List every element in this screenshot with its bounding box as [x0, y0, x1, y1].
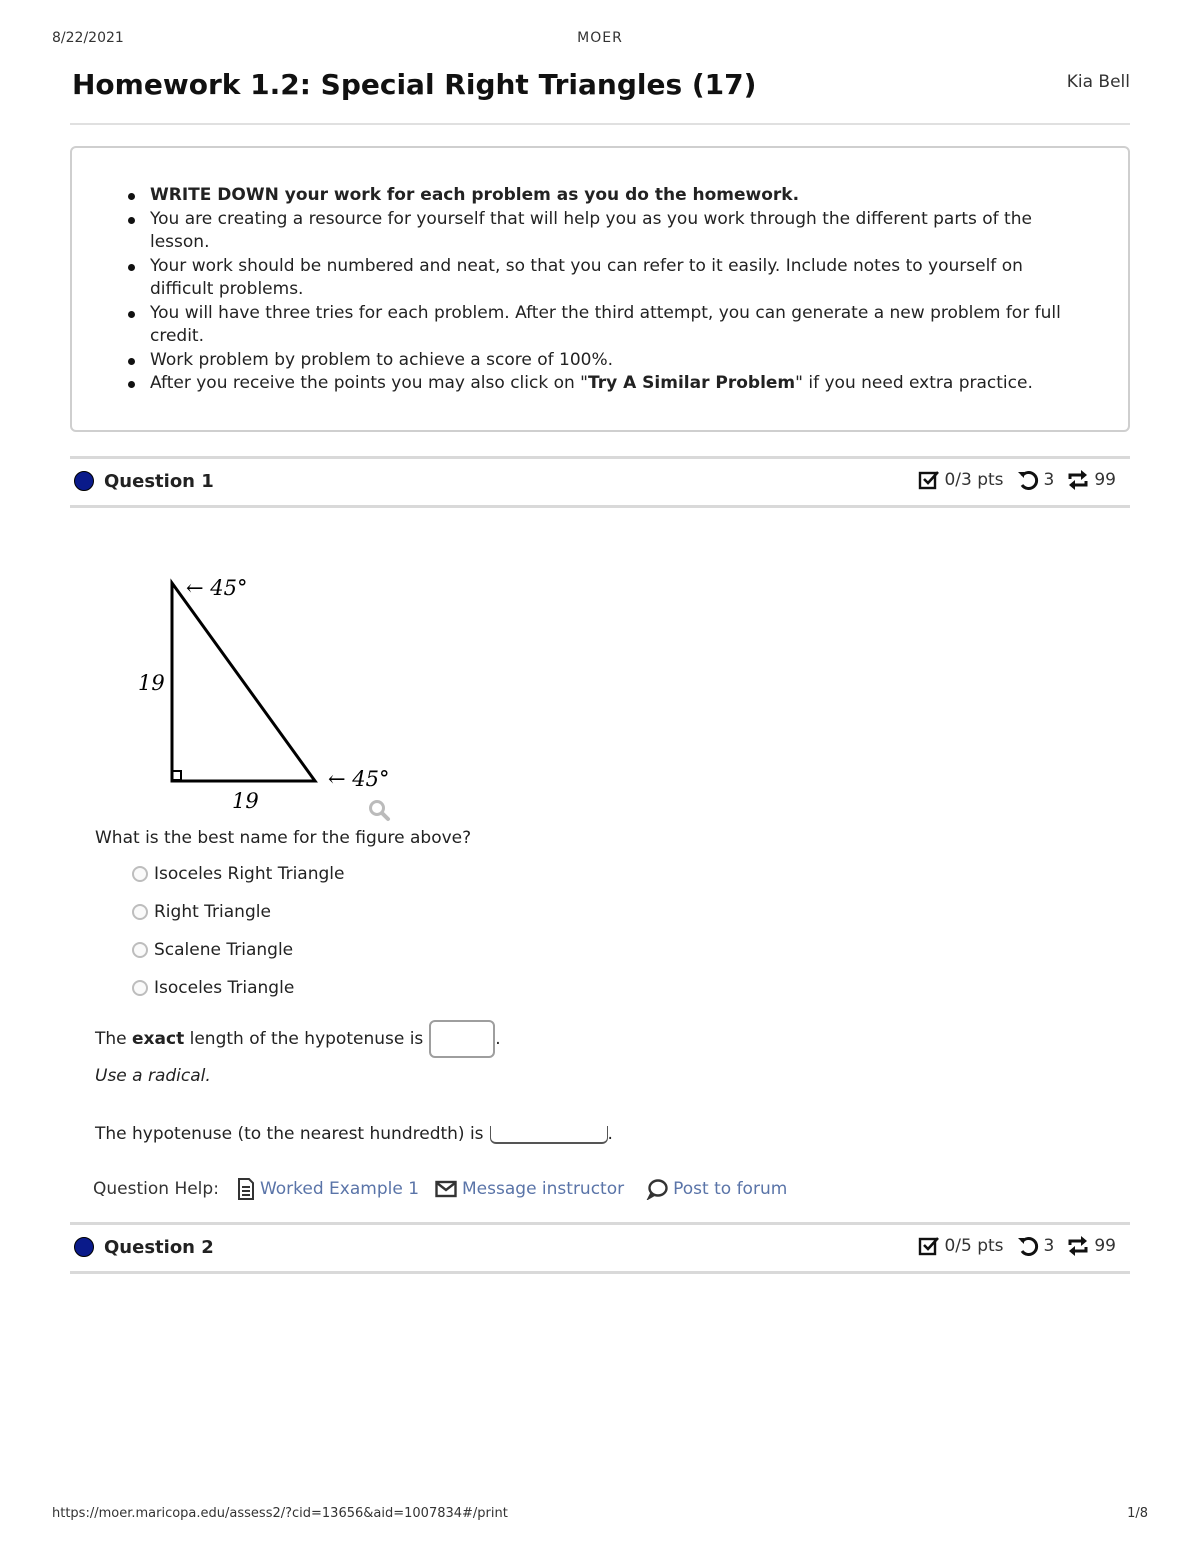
choice-scalene[interactable]: [132, 940, 293, 960]
instructions-box: [70, 146, 1130, 432]
question-2-header: [70, 1222, 1130, 1274]
retry-icon: [1066, 1235, 1090, 1257]
title-row: [70, 68, 1130, 125]
regen-value: 99: [1094, 1236, 1116, 1256]
bottom-angle-label: ← 45°: [328, 767, 390, 791]
exact-end: .: [495, 1029, 501, 1049]
question-meta: [918, 469, 1116, 491]
retry-icon: [1066, 469, 1090, 491]
rounded-text: The hypotenuse (to the nearest hundredth) is: [95, 1124, 484, 1144]
print-site-name: MOER: [577, 30, 623, 46]
instruction-bold: WRITE DOWN your work for each problem as you do the homework.: [150, 185, 800, 205]
triangle-shape: [172, 583, 315, 781]
message-instructor-label: Message instructor: [462, 1179, 625, 1199]
exact-answer-input[interactable]: [429, 1020, 495, 1058]
triangle-diagram: [130, 565, 410, 825]
instruction-item: You will have three tries for each problem. After the third attempt, you can generate a new problem for full credit.: [150, 302, 1090, 349]
print-header: [0, 30, 1200, 50]
left-side-label: 19: [138, 671, 165, 695]
undo-icon: [1016, 1235, 1040, 1257]
question-help-label: Question Help:: [93, 1179, 219, 1199]
instruction-item: Your work should be numbered and neat, so that you can refer to it easily. Include notes to yourself on difficult problems.: [150, 255, 1090, 302]
rounded-end: .: [607, 1124, 613, 1144]
instruction-item: [150, 184, 1090, 208]
checkbox-icon: [918, 1235, 940, 1257]
instruction-item: [150, 372, 1090, 396]
print-date: 8/22/2021: [52, 30, 124, 46]
rounded-line: [95, 1124, 613, 1144]
exact-post: length of the hypotenuse is: [184, 1029, 424, 1049]
exact-pre: The: [95, 1029, 133, 1049]
radical-hint: Use a radical.: [95, 1066, 211, 1086]
tries-value: 3: [1043, 470, 1055, 490]
question-prompt: What is the best name for the figure above?: [95, 828, 472, 848]
choice-right[interactable]: [132, 902, 271, 922]
points-value: 0/5 pts: [944, 1236, 1004, 1256]
checkbox-icon: [918, 469, 940, 491]
chat-bubble-icon: [646, 1178, 668, 1200]
tries-value: 3: [1043, 1236, 1055, 1256]
exact-bold: exact: [132, 1029, 185, 1049]
try-similar-label: Try A Similar Problem: [587, 373, 796, 393]
choice-isoceles[interactable]: [132, 978, 294, 998]
regen-value: 99: [1094, 470, 1116, 490]
question-meta: [918, 1235, 1116, 1257]
undo-icon: [1016, 469, 1040, 491]
magnify-icon: [371, 802, 389, 820]
top-angle-label: ← 45°: [186, 576, 248, 600]
instruction-text: After you receive the points you may also click on ": [150, 373, 588, 393]
exact-length-line: [95, 1020, 501, 1058]
document-icon: [237, 1178, 255, 1200]
question-1-header: [70, 456, 1130, 508]
instructions-list: [150, 184, 1090, 396]
message-instructor-link[interactable]: [435, 1179, 624, 1199]
triangle-figure: [130, 565, 410, 825]
worked-example-label: Worked Example 1: [259, 1179, 420, 1199]
page-title: Homework 1.2: Special Right Triangles (17): [72, 68, 757, 101]
question-status-dot: [74, 1237, 94, 1257]
rounded-answer-input[interactable]: [490, 1126, 608, 1144]
instruction-item: Work problem by problem to achieve a score of 100%.: [150, 349, 1090, 373]
radio-button[interactable]: [132, 866, 148, 882]
print-url: https://moer.maricopa.edu/assess2/?cid=13656&aid=1007834#/print: [52, 1506, 508, 1521]
bottom-side-label: 19: [232, 789, 259, 813]
student-name: Kia Bell: [1066, 72, 1130, 92]
question-help: [93, 1178, 787, 1200]
worked-example-link[interactable]: [237, 1178, 419, 1200]
points-value: 0/3 pts: [944, 470, 1004, 490]
radio-button[interactable]: [132, 942, 148, 958]
choice-isoceles-right[interactable]: [132, 864, 344, 884]
post-forum-label: Post to forum: [673, 1179, 788, 1199]
question-title: Question 2: [104, 1237, 214, 1258]
envelope-icon: [435, 1180, 457, 1198]
radio-button[interactable]: [132, 904, 148, 920]
print-page-number: 1/8: [1127, 1506, 1148, 1521]
question-status-dot: [74, 471, 94, 491]
choice-label: Isoceles Right Triangle: [154, 864, 345, 884]
instruction-item: You are creating a resource for yourself that will help you as you work through the different parts of the lesson.: [150, 208, 1090, 255]
radio-button[interactable]: [132, 980, 148, 996]
choice-label: Scalene Triangle: [154, 940, 294, 960]
instruction-text: " if you need extra practice.: [795, 373, 1033, 393]
choice-label: Isoceles Triangle: [154, 978, 295, 998]
post-forum-link[interactable]: [646, 1178, 787, 1200]
question-title: Question 1: [104, 471, 214, 492]
choice-label: Right Triangle: [154, 902, 271, 922]
